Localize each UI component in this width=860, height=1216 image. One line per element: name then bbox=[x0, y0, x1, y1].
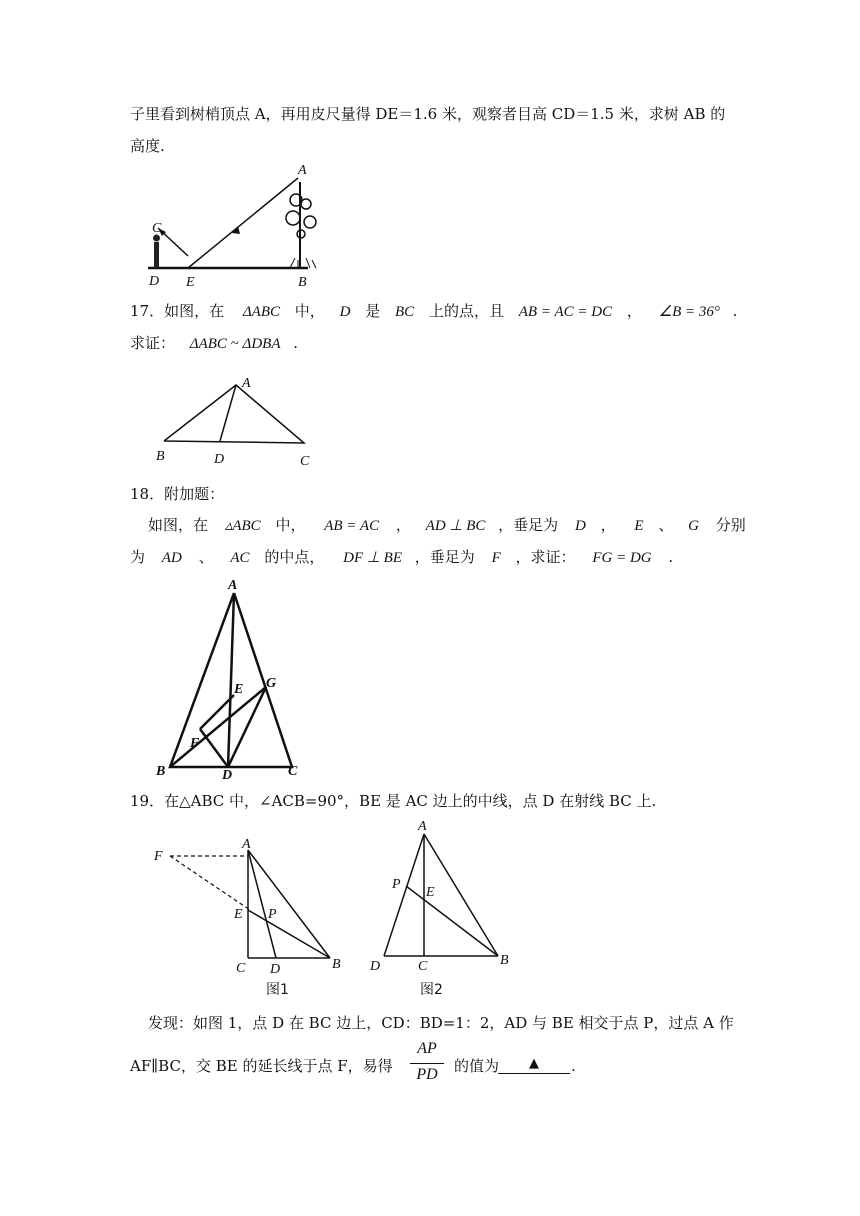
q18-title: 18．附加题： bbox=[130, 485, 225, 503]
figure-19-2 bbox=[360, 818, 530, 978]
q17-triangle: ΔABC bbox=[242, 304, 281, 320]
figure-19-1 bbox=[150, 838, 350, 978]
q18-text: 的中点， bbox=[264, 548, 325, 566]
q18-triangle: ▵ABC bbox=[224, 518, 261, 534]
label-B: B bbox=[500, 953, 509, 968]
label-F: F bbox=[154, 849, 163, 864]
q18-D: D bbox=[574, 518, 586, 534]
q19-find-line2-part2: 的值为 bbox=[454, 1057, 500, 1075]
label-F: F bbox=[190, 736, 200, 751]
q18-text: 、 bbox=[198, 548, 214, 566]
q17-dot: . bbox=[732, 302, 738, 320]
q17-number: 17．如图，在 bbox=[130, 302, 225, 320]
figure-19-1-caption: 图1 bbox=[266, 982, 289, 998]
q17-BC: BC bbox=[395, 304, 415, 320]
label-E: E bbox=[234, 907, 243, 922]
q18-text: ， bbox=[395, 516, 411, 534]
q17-shang: 上的点，且 bbox=[428, 302, 504, 320]
q19-find-line2-part1: AF∥BC，交 BE 的延长线于点 F，易得 bbox=[130, 1057, 393, 1075]
q18-df-perp-be: DF ⊥ BE bbox=[343, 550, 403, 566]
q18-AC: AC bbox=[230, 550, 250, 566]
q17-equation: AB = AC = DC bbox=[518, 304, 613, 320]
q17-end: . bbox=[293, 334, 299, 352]
q17-shi: 是 bbox=[365, 302, 381, 320]
label-C: C bbox=[418, 959, 428, 974]
figure-tree-mirror bbox=[140, 160, 340, 290]
q18-text: ，求证： bbox=[515, 548, 576, 566]
q18-text: 分别 bbox=[715, 516, 746, 534]
label-E: E bbox=[234, 682, 244, 697]
label-A: A bbox=[418, 819, 427, 834]
q18-text: 为 bbox=[130, 548, 146, 566]
q17-comma: ， bbox=[626, 302, 642, 320]
q18-E: E bbox=[634, 518, 644, 534]
label-G: G bbox=[266, 676, 277, 691]
label-D: D bbox=[149, 274, 160, 289]
label-D: D bbox=[370, 959, 381, 974]
label-E: E bbox=[426, 885, 435, 900]
label-B: B bbox=[298, 275, 307, 290]
label-C: C bbox=[288, 764, 298, 779]
q18-text: ，垂足为 bbox=[498, 516, 559, 534]
q18-text: 中， bbox=[275, 516, 306, 534]
q18-text: ，垂足为 bbox=[414, 548, 475, 566]
q17-prove: 求证： bbox=[130, 334, 176, 352]
label-P: P bbox=[392, 877, 401, 892]
q16-line2: 高度. bbox=[130, 137, 165, 155]
label-B: B bbox=[156, 764, 166, 779]
figure-triangle-18 bbox=[148, 575, 318, 783]
q17-similar: ΔABC ~ ΔDBA bbox=[189, 336, 281, 352]
q18-text: . bbox=[668, 548, 674, 566]
q17-line1 bbox=[130, 301, 737, 322]
q16-line1: 子里看到树梢顶点 A，再用皮尺量得 DE＝1.6 米，观察者目高 CD＝1.5 米，求树 AB 的 bbox=[130, 105, 726, 123]
label-C: C bbox=[300, 454, 310, 469]
label-D: D bbox=[270, 962, 281, 977]
q18-text: 如图，在 bbox=[148, 516, 209, 534]
q19-find-line1: 发现：如图 1，点 D 在 BC 边上，CD：BD=1：2，AD 与 BE 相交于点 P，过点 A 作 bbox=[148, 1014, 734, 1032]
fraction-bar bbox=[410, 1063, 444, 1064]
label-B: B bbox=[332, 957, 341, 972]
label-D: D bbox=[214, 452, 225, 467]
q19-statement: 19．在△ABC 中，∠ACB=90°，BE 是 AC 边上的中线，点 D 在射线 BC 上. bbox=[130, 792, 657, 810]
label-D: D bbox=[222, 768, 233, 783]
q18-ab-ac: AB = AC bbox=[324, 518, 380, 534]
label-A: A bbox=[228, 578, 238, 593]
q18-F: F bbox=[491, 550, 501, 566]
figure-19-2-caption: 图2 bbox=[420, 982, 443, 998]
q18-AD: AD bbox=[161, 550, 182, 566]
label-E: E bbox=[186, 275, 195, 290]
q17-D: D bbox=[339, 304, 351, 320]
q18-line1 bbox=[148, 515, 746, 536]
label-C: C bbox=[236, 961, 246, 976]
label-A: A bbox=[242, 837, 251, 852]
q18-text: ， bbox=[600, 516, 616, 534]
label-B: B bbox=[156, 449, 165, 464]
q18-G: G bbox=[688, 518, 699, 534]
q17-line2 bbox=[130, 333, 298, 354]
answer-blank[interactable]: ▲ bbox=[498, 1055, 570, 1074]
q18-line2 bbox=[130, 547, 673, 568]
q18-fg-dg: FG = DG bbox=[592, 550, 652, 566]
label-C: C bbox=[152, 221, 162, 236]
fraction-numerator: AP bbox=[417, 1040, 437, 1057]
q18-ad-perp-bc: AD ⊥ BC bbox=[425, 518, 486, 534]
q17-angle: ∠B = 36° bbox=[658, 304, 720, 320]
label-A: A bbox=[242, 376, 251, 391]
label-P: P bbox=[268, 907, 277, 922]
label-A: A bbox=[298, 163, 307, 178]
q18-text: 、 bbox=[658, 516, 674, 534]
fraction-denominator: PD bbox=[416, 1066, 438, 1083]
figure-triangle-17 bbox=[150, 375, 320, 475]
q19-find-line2-end: . bbox=[571, 1057, 576, 1075]
q17-zhong: 中， bbox=[294, 302, 325, 320]
